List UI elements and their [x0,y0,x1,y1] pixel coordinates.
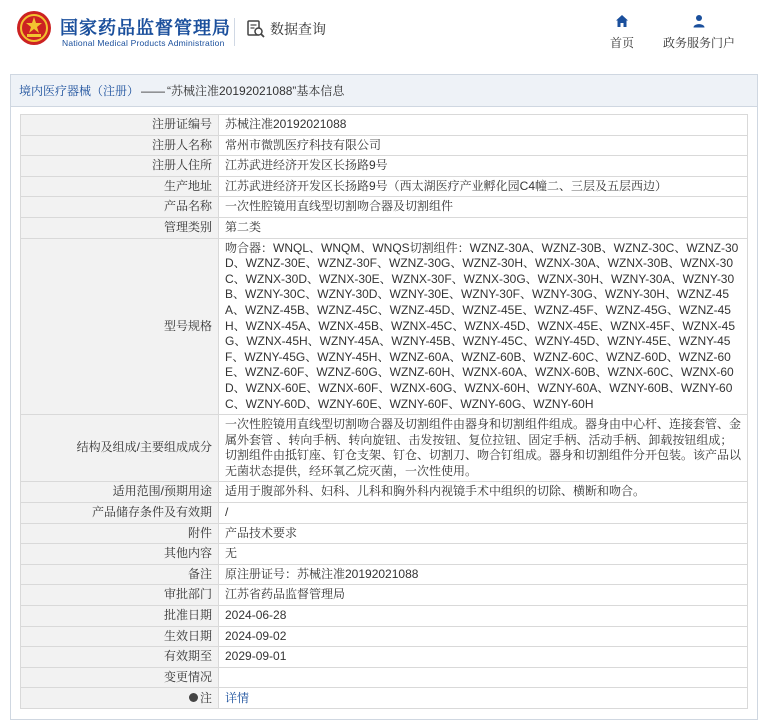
table-row [21,482,748,503]
row-label: 产品名称 [21,197,219,218]
table-row [21,626,748,647]
site-header [0,0,761,62]
nav-home[interactable] [610,14,634,51]
row-label: 生产地址 [21,176,219,197]
breadcrumb-link[interactable]: 境内医疗器械（注册） [19,84,140,98]
table-row [21,156,748,177]
table-row [21,585,748,606]
info-table [20,114,748,709]
home-icon [615,14,629,28]
row-label: 其他内容 [21,544,219,565]
row-value: 无 [219,544,748,565]
row-value: 一次性腔镜用直线型切割吻合器及切割组件由器身和切割组件组成。器身由中心杆、连接套管、金属外套管 、转向手柄、转向旋钮、击发按钮、复位拉钮、固定手柄、活动手柄、卸载按钮组成；切割组件由抵钉座、钉仓支架、钉仓、切割刀、吻合钉组成。器身和切割组件分开包装。该产品以无菌状态提供，经环氧乙烷灭菌，一次性使用。 [219,415,748,482]
row-value: 第二类 [219,217,748,238]
row-label: 生效日期 [21,626,219,647]
table-row [21,606,748,627]
row-value: 一次性腔镜用直线型切割吻合器及切割组件 [219,197,748,218]
row-value: 适用于腹部外科、妇科、儿科和胸外科内视镜手术中组织的切除、横断和吻合。 [219,482,748,503]
table-row [21,197,748,218]
table-row [21,667,748,688]
table-row [21,544,748,565]
table-row [21,415,748,482]
row-label: 变更情况 [21,667,219,688]
row-value: 江苏武进经济开发区长扬路9号（西太湖医疗产业孵化园C4幢二、三层及五层西边） [219,176,748,197]
row-label: 管理类别 [21,217,219,238]
data-query-link[interactable] [246,19,326,39]
row-value: 2024-09-02 [219,626,748,647]
note-bullet-icon [189,693,198,702]
row-value: 吻合器：WNQL、WNQM、WNQS切割组件：WZNZ-30A、WZNZ-30B、WZNZ-30C、WZNZ-30D、WZNZ-30E、WZNZ-30F、WZNZ-30G、WZNZ-30H、WZNX-30A、WZNX-30B、WZNX-30C、WZNX-30D、WZNX-30E、WZNX-30F、WZNX-30G、WZNX-30H、WZNY-30A、WZNY-30B、WZNY-30C、WZNY-30D、WZNY-30E、WZNY-30F、WZNY-30G、WZNY-30H、WZNZ-45A、WZNZ-45B、WZNZ-45C、WZNZ-45D、WZNZ-45E、WZNZ-45F、WZNZ-45G、WZNZ-45H、WZNX-45A、WZNX-45B、WZNX-45C、WZNX-45D、WZNX-45E、WZNX-45F、WZNX-45G、WZNX-45H、WZNY-45A、WZNY-45B、WZNY-45C、WZNY-45D、WZNY-45E、WZNY-45F、WZNY-45G、WZNY-45H、WZNZ-60A、WZNZ-60B、WZNZ-60C、WZNZ-60D、WZNZ-60E、WZNZ-60F、WZNZ-60G、WZNZ-60H、WZNX-60A、WZNX-60B、WZNX-60C、WZNX-60D、WZNX-60E、WZNX-60F、WZNX-60G、WZNX-60H、WZNY-60A、WZNY-60B、WZNY-60C、WZNY-60D、WZNY-60E、WZNY-60F、WZNY-60G、WZNY-60H [219,238,748,415]
row-value: 江苏省药品监督管理局 [219,585,748,606]
row-label: 适用范围/预期用途 [21,482,219,503]
row-label: 型号规格 [21,238,219,415]
row-label: 注 [199,690,212,705]
brand-title[interactable]: 国家药品监督管理局 [60,18,231,38]
table-row [21,647,748,668]
row-value: 常州市微凯医疗科技有限公司 [219,135,748,156]
row-value: 2024-06-28 [219,606,748,627]
table-row [21,115,748,136]
row-label: 结构及组成/主要组成成分 [21,415,219,482]
row-value: / [219,503,748,524]
row-label: 产品储存条件及有效期 [21,503,219,524]
table-row [21,688,748,709]
national-emblem-icon [16,10,52,46]
row-label: 备注 [21,564,219,585]
row-label: 审批部门 [21,585,219,606]
note-label-cell [21,688,219,709]
panel-title [11,75,757,107]
title-text: “苏械注准20192021088”基本信息 [167,84,345,98]
table-row [21,217,748,238]
table-row [21,503,748,524]
row-value: 原注册证号：苏械注准20192021088 [219,564,748,585]
table-row [21,564,748,585]
nav-service-portal[interactable] [663,14,735,51]
nav-home-label: 首页 [610,36,635,50]
row-label: 注册人名称 [21,135,219,156]
header-divider [234,18,235,46]
row-label: 有效期至 [21,647,219,668]
row-value: 2029-09-01 [219,647,748,668]
row-label: 注册人住所 [21,156,219,177]
table-row [21,238,748,415]
data-query-label: 数据查询 [270,21,326,37]
row-label: 注册证编号 [21,115,219,136]
row-value [219,667,748,688]
row-label: 附件 [21,523,219,544]
detail-panel [10,74,758,720]
note-value-cell [219,688,748,709]
user-icon [692,14,706,28]
row-value: 江苏武进经济开发区长扬路9号 [219,156,748,177]
title-separator: —— [141,83,166,98]
table-row [21,135,748,156]
row-value: 产品技术要求 [219,523,748,544]
details-link[interactable]: 详情 [225,690,250,705]
row-value: 苏械注准20192021088 [219,115,748,136]
row-label: 批准日期 [21,606,219,627]
nav-service-portal-label: 政务服务门户 [663,36,736,50]
brand-subtitle: National Medical Products Administration [62,38,225,48]
table-row [21,523,748,544]
search-document-icon [246,19,266,39]
table-row [21,176,748,197]
